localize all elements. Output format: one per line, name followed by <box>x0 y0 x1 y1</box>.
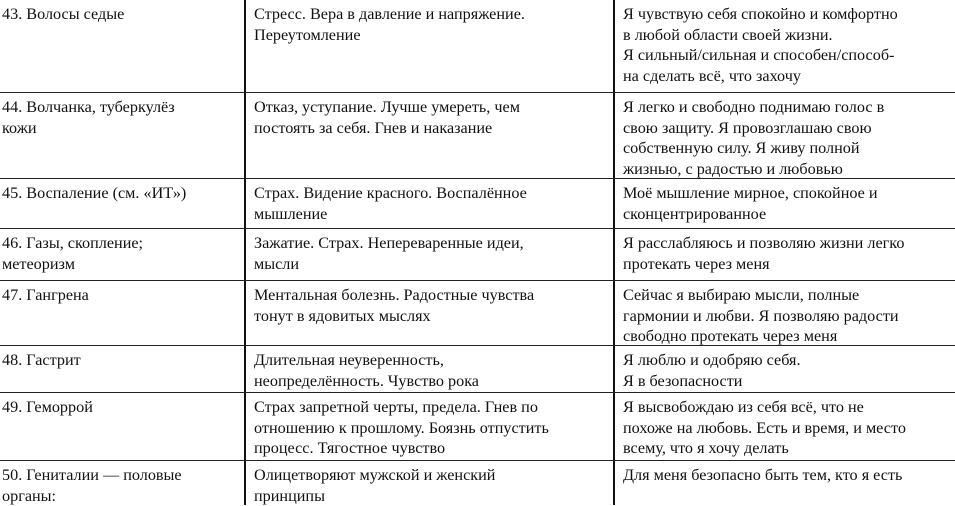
cell-text-line: тонут в ядовитых мыслях <box>254 306 609 327</box>
condition-cell <box>2 397 240 418</box>
cell-text-line: 48. Гастрит <box>2 350 240 371</box>
condition-cell <box>2 183 240 204</box>
cause-cell <box>254 97 609 138</box>
cell-text-line: постоять за себя. Гнев и наказание <box>254 118 609 139</box>
table-row <box>0 228 955 281</box>
condition-cell <box>2 4 240 25</box>
cause-cell <box>254 397 609 459</box>
cause-cell <box>254 285 609 326</box>
cell-text-line: 47. Гангрена <box>2 285 240 306</box>
cell-text-line: похоже на любовь. Есть и время, и место <box>623 418 955 439</box>
cell-text-line: собственную силу. Я живу полной <box>623 138 955 159</box>
cell-text-line: Сейчас я выбираю мысли, полные <box>623 285 955 306</box>
cell-text-line: Я высвобождаю из себя всё, что не <box>623 397 955 418</box>
cell-text-line: отношению к прошлому. Боязнь отпустить <box>254 418 609 439</box>
table-row <box>0 280 955 346</box>
cell-text-line: на сделать всё, что захочу <box>623 66 955 87</box>
cell-text-line: мышление <box>254 204 609 225</box>
affirmation-cell <box>623 97 955 179</box>
cell-text-line: Отказ, уступание. Лучше умереть, чем <box>254 97 609 118</box>
affirmation-cell <box>623 350 955 391</box>
condition-cell <box>2 97 240 138</box>
cell-text-line: Я люблю и одобряю себя. <box>623 350 955 371</box>
cell-text-line: Переутомление <box>254 25 609 46</box>
condition-cell <box>2 465 240 506</box>
table-row <box>0 92 955 179</box>
table-row <box>0 178 955 229</box>
affirmation-cell <box>623 4 955 86</box>
cell-text-line: 44. Волчанка, туберкулёз <box>2 97 240 118</box>
cell-text-line: кожи <box>2 118 240 139</box>
cause-cell <box>254 4 609 45</box>
cell-text-line: 50. Гениталии — половые <box>2 465 240 486</box>
cause-cell <box>254 350 609 391</box>
cell-text-line: Я чувствую себя спокойно и комфортно <box>623 4 955 25</box>
affirmation-cell <box>623 397 955 459</box>
cell-text-line: Длительная неуверенность, <box>254 350 609 371</box>
cell-text-line: гармонии и любви. Я позволяю радости <box>623 306 955 327</box>
cell-text-line: Зажатие. Страх. Непереваренные идеи, <box>254 233 609 254</box>
cell-text-line: процесс. Тягостное чувство <box>254 438 609 459</box>
cell-text-line: принципы <box>254 486 609 506</box>
cell-text-line: Ментальная болезнь. Радостные чувства <box>254 285 609 306</box>
affirmation-cell <box>623 233 955 274</box>
cell-text-line: Для меня безопасно быть тем, кто я есть <box>623 465 955 486</box>
cell-text-line: Я в безопасности <box>623 371 955 392</box>
table-row <box>0 460 955 506</box>
cell-text-line: органы: <box>2 486 240 506</box>
condition-cell <box>2 285 240 306</box>
cell-text-line: 45. Воспаление (см. «ИТ») <box>2 183 240 204</box>
table-row <box>0 392 955 461</box>
affirmation-cell <box>623 285 955 347</box>
table-row <box>0 0 955 92</box>
cell-text-line: Я расслабляюсь и позволяю жизни легко <box>623 233 955 254</box>
cell-text-line: Я сильный/сильная и способен/способ- <box>623 45 955 66</box>
cell-text-line: Я легко и свободно поднимаю голос в <box>623 97 955 118</box>
cell-text-line: свободно протекать через меня <box>623 326 955 347</box>
cell-text-line: 43. Волосы седые <box>2 4 240 25</box>
affirmation-cell <box>623 465 955 486</box>
affirmation-cell <box>623 183 955 224</box>
cell-text-line: 46. Газы, скопление; <box>2 233 240 254</box>
cell-text-line: Страх. Видение красного. Воспалённое <box>254 183 609 204</box>
cell-text-line: Моё мышление мирное, спокойное и <box>623 183 955 204</box>
condition-cell <box>2 350 240 371</box>
cause-cell <box>254 183 609 224</box>
cell-text-line: в любой области своей жизни. <box>623 25 955 46</box>
cell-text-line: жизнью, с радостью и любовью <box>623 159 955 180</box>
cell-text-line: всему, что я хочу делать <box>623 438 955 459</box>
cell-text-line: метеоризм <box>2 254 240 275</box>
cell-text-line: Стресс. Вера в давление и напряжение. <box>254 4 609 25</box>
cause-cell <box>254 233 609 274</box>
cause-cell <box>254 465 609 506</box>
cell-text-line: мысли <box>254 254 609 275</box>
cell-text-line: неопределённость. Чувство рока <box>254 371 609 392</box>
cell-text-line: свою защиту. Я провозглашаю свою <box>623 118 955 139</box>
table-row <box>0 345 955 393</box>
cell-text-line: 49. Геморрой <box>2 397 240 418</box>
condition-cell <box>2 233 240 274</box>
cell-text-line: Олицетворяют мужской и женский <box>254 465 609 486</box>
cell-text-line: протекать через меня <box>623 254 955 275</box>
cell-text-line: сконцентрированное <box>623 204 955 225</box>
cell-text-line: Страх запретной черты, предела. Гнев по <box>254 397 609 418</box>
